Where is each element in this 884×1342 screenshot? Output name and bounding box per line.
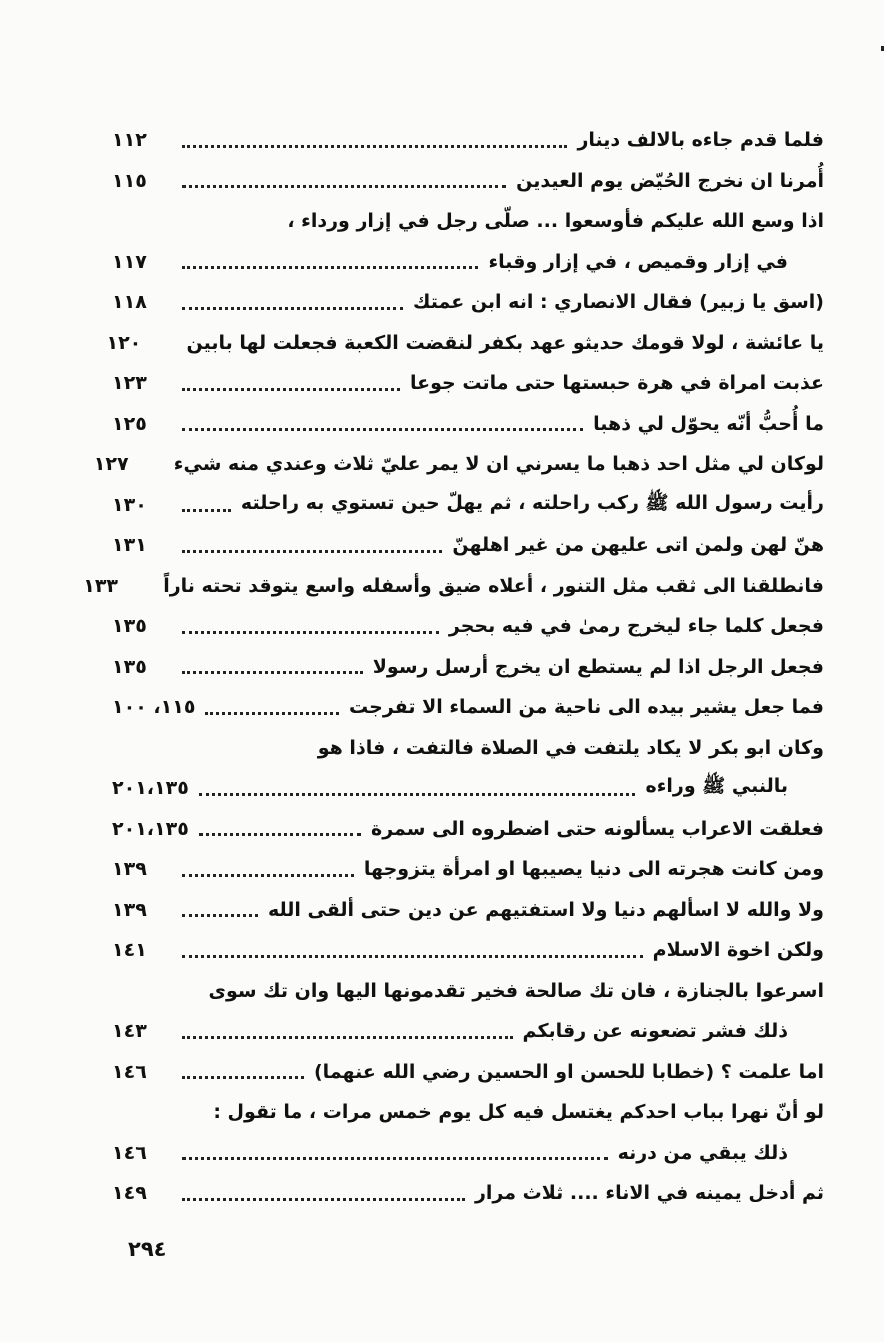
entry-page-ref: ١٢٠ [106, 331, 142, 354]
page-number: ٢٩٤ [128, 1237, 167, 1261]
entry-text: ذلك يبقي من درنه [617, 1141, 788, 1164]
dot-leader [182, 550, 442, 553]
entry-page-ref: ١٢٧ [93, 453, 129, 476]
entry-page-ref: ١٤١ [112, 939, 147, 962]
entry-page-ref: ١٣٥ [112, 615, 147, 638]
dot-leader [182, 671, 363, 674]
index-entry [112, 363, 824, 404]
entry-page-ref: ١٣٩ [112, 898, 147, 921]
dot-leader [182, 185, 506, 188]
index-entry [83, 566, 824, 607]
entry-page-ref: ١١٧ [112, 250, 147, 273]
entry-text: ولا والله لا اسألهم دنيا ولا استفتيهم عن دين حتى ألقى الله [267, 898, 824, 921]
entry-page-ref: ١١٥ [112, 169, 147, 192]
index-entry [112, 1173, 824, 1214]
dot-leader [182, 1198, 465, 1201]
entry-text: بالنبي ﷺ وراءه [645, 775, 788, 798]
entry-text: ولكن اخوة الاسلام [652, 939, 824, 962]
dot-leader [182, 1157, 608, 1160]
entry-text: فما جعل يشير بيده الى ناحية من السماء الا تفرجت [349, 696, 824, 719]
dot-leader [182, 631, 439, 634]
entry-text: لو أنّ نهرا بباب احدكم يغتسل فيه كل يوم خمس مرات ، ما تقول : [213, 1101, 824, 1124]
entry-page-ref: ١٢٥ [112, 412, 147, 435]
entry-page-ref: ١٤٩ [112, 1182, 147, 1205]
entry-page-ref: ١١٥، ١٠٠ [112, 696, 196, 719]
index-entry [112, 242, 824, 283]
index-entry [112, 971, 824, 1012]
dot-leader [182, 145, 567, 148]
entry-page-ref: ١٢٣ [112, 372, 147, 395]
index-entry [112, 201, 824, 242]
dot-leader [182, 1036, 513, 1039]
dot-leader [182, 388, 400, 391]
entry-text: اما علمت ؟ (خطابا للحسن او الحسين رضي الله عنهما) [314, 1060, 824, 1083]
entry-text: اسرعوا بالجنازة ، فان تك صالحة فخير تقدمونها اليها وان تك سوى [208, 979, 824, 1002]
entry-page-ref: ١٣٠ [112, 493, 147, 516]
dot-leader [182, 509, 231, 512]
entry-text: فعلقت الاعراب يسألونه حتى اضطروه الى سمرة [371, 817, 824, 840]
index-entry [112, 687, 824, 728]
dot-leader [182, 1076, 304, 1079]
entry-text: اذا وسع الله عليكم فأوسعوا ... صلّى رجل في إزار ورداء ، [287, 210, 824, 233]
index-entry [112, 728, 824, 769]
hadith-index-list [83, 120, 824, 1214]
dot-leader [182, 266, 478, 269]
index-entry [112, 120, 824, 161]
index-entry [112, 282, 824, 323]
entry-text: فانطلقنا الى ثقب مثل التنور ، أعلاه ضيق وأسفله واسع يتوقد تحته ناراً [163, 574, 824, 597]
index-entry [112, 1092, 824, 1133]
index-entry [112, 1133, 824, 1174]
dot-leader [182, 955, 643, 958]
index-entry [112, 890, 824, 931]
entry-page-ref: ٢٠١،١٣٥ [112, 777, 189, 800]
entry-page-ref: ١٣٣ [83, 574, 119, 597]
index-entry [93, 444, 824, 485]
index-entry [112, 161, 824, 202]
index-entry [112, 404, 824, 445]
entry-text: لوكان لي مثل احد ذهبا ما يسرني ان لا يمر عليّ ثلاث وعندي منه شيء [173, 453, 824, 476]
entry-page-ref: ١٣١ [112, 534, 147, 557]
entry-text: هنّ لهن ولمن اتى عليهن من غير اهلهنّ [452, 534, 824, 557]
entry-page-ref: ١٣٩ [112, 858, 147, 881]
entry-text: يا عائشة ، لولا قومك حديثو عهد بكفر لنقضت الكعبة فجعلت لها بابين [186, 331, 824, 354]
entry-text: ومن كانت هجرته الى دنيا يصيبها او امرأة يتزوجها [363, 858, 824, 881]
entry-page-ref: ١١٨ [112, 291, 147, 314]
entry-text: رأيت رسول الله ﷺ ركب راحلته ، ثم يهلّ حين تستوي به راحلته [240, 491, 824, 514]
entry-text: في إزار وقميص ، في إزار وقباء [488, 250, 788, 273]
dot-leader [182, 874, 354, 877]
entry-text: ثم أدخل يمينه في الاناء .... ثلاث مرار [474, 1182, 824, 1205]
index-entry [106, 323, 824, 364]
dot-leader [199, 833, 361, 836]
entry-text: فجعل كلما جاء ليخرج رمىٰ في فيه بحجر [448, 615, 824, 638]
index-entry [112, 1011, 824, 1052]
index-entry [112, 809, 824, 850]
index-entry [112, 768, 824, 809]
dot-leader [182, 428, 583, 431]
index-entry [112, 485, 824, 526]
entry-text: (اسق يا زبير) فقال الانصاري : انه ابن عمتك [413, 291, 824, 314]
entry-text: وكان ابو بكر لا يكاد يلتفت في الصلاة فالتفت ، فاذا هو [317, 736, 824, 759]
entry-page-ref: ١٤٦ [112, 1141, 147, 1164]
index-entry [112, 1052, 824, 1093]
entry-text: فجعل الرجل اذا لم يستطع ان يخرج أرسل رسولا [372, 655, 824, 678]
dot-leader [199, 793, 636, 796]
entry-page-ref: ٢٠١،١٣٥ [112, 817, 189, 840]
entry-text: أُمرنا ان نخرج الحُيّض يوم العيدين [516, 169, 824, 192]
dot-leader [205, 712, 339, 715]
entry-page-ref: ١٣٥ [112, 655, 147, 678]
entry-page-ref: ١٤٣ [112, 1020, 147, 1043]
index-entry [112, 606, 824, 647]
index-entry [112, 849, 824, 890]
dot-leader [182, 307, 403, 310]
entry-text: عذبت امراة في هرة حبستها حتى ماتت جوعا [410, 372, 824, 395]
entry-text: فلما قدم جاءه بالالف دينار [577, 129, 824, 152]
dot-leader [182, 914, 258, 917]
entry-text: ذلك فشر تضعونه عن رقابكم [522, 1020, 788, 1043]
entry-page-ref: ١١٢ [112, 129, 147, 152]
index-entry [112, 525, 824, 566]
index-entry [112, 647, 824, 688]
index-entry [112, 930, 824, 971]
entry-page-ref: ١٤٦ [112, 1060, 147, 1083]
entry-text: ما أُحبُّ أنّه يحوّل لي ذهبا [593, 412, 824, 435]
